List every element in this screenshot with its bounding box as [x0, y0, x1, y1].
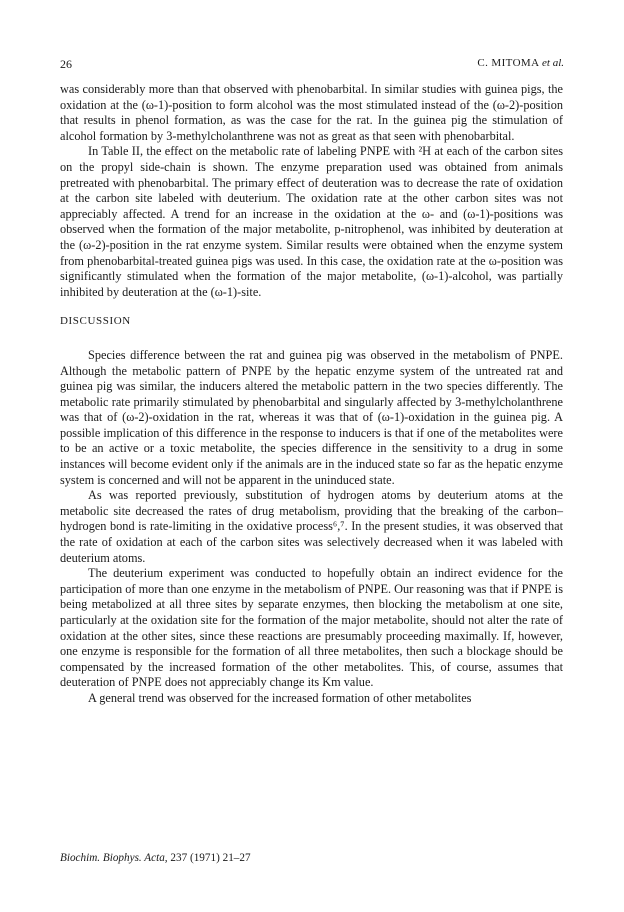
running-head — [477, 57, 564, 69]
paragraph-deuterium-experiment: The deuterium experiment was conducted to hopefully obtain an indirect evidence for the participation of more than one enzyme in the metabolism of PNPE. Our reasoning was that if PNPE is being metabolized at all three sites by separate enzymes, then blocking the metabolism at one site, particularly at the oxidation site for the formation of the major metabolite, should not alter the rate of oxidation at the other sites, since these reactions are presumably proceeding maximally. If, however, one enzyme is responsible for the formation of all three metabolites, then such a blockage should be compensated by the increased formation of the other metabolites. This, of course, assumes that deuteration of PNPE does not appreciably change its Km value. — [60, 566, 563, 690]
paragraph-continuation: was considerably more than that observed with phenobarbital. In similar studies with guinea pigs, the oxidation at the (ω-1)-position to form alcohol was the most stimulated instead of the (ω-2)-position that results in phenol formation, as was the case for the rat. In the guinea pig the stimulation of alcohol formation by 3-methylcholanthrene was not as great as that seen with phenobarbital. — [60, 82, 563, 143]
footer-citation: 237 (1971) 21–27 — [170, 852, 251, 864]
running-head-etal: et al. — [542, 57, 564, 69]
footer-journal: Biochim. Biophys. Acta, — [60, 852, 168, 864]
paragraph-table-ii: In Table II, the effect on the metabolic rate of labeling PNPE with ²H at each of the carbon sites on the propyl side-chain is shown. The enzyme preparation used was obtained from animals pretreated with phenobarbital. The primary effect of deuteration was to decrease the rate of oxidation at the carbon site labeled with deuterium. The oxidation rate at the other carbon sites was not appreciably affected. A trend for an increase in the oxidation at the ω- and (ω-1)-positions was observed when the formation of the major metabolite, p-nitrophenol, was inhibited by deuteration at the (ω-2)-position in the rat enzyme system. Similar results were obtained when the enzyme system from phenobarbital-treated guinea pigs was used. In this case, the oxidation rate at the ω-position was significantly stimulated when the formation of the major metabolite, (ω-1)-alcohol, was partially inhibited by deuteration at the (ω-1)-site. — [60, 144, 563, 299]
page-number: 26 — [60, 57, 72, 71]
page-footer — [60, 852, 251, 864]
paragraph-general-trend: A general trend was observed for the increased formation of other metabolites — [88, 690, 472, 705]
paragraph-species-difference: Species difference between the rat and guinea pig was observed in the metabolism of PNPE. Although the metabolic pattern of PNPE by the hepatic enzyme system of the untreated rat and guinea pig was similar, the inducers altered the metabolic pattern in the two species differently. The metabolic rate primarily stimulated by phenobarbital and singularly affected by 3-methylcholanthrene was that of (ω-2)-oxidation in the rat, whereas it was that of (ω-1)-oxidation in the guinea pig. A possible implication of this difference in the response to inducers is that if one of the metabolites were to be an active or a toxic metabolite, the species difference in the sensitivity to a drug in some instances will become evident only if the animals are in the induced state so far as the hepatic enzyme system is concerned and will not be apparent in the uninduced state. — [60, 347, 563, 487]
running-head-authors: C. MITOMA — [477, 57, 539, 69]
article-body — [60, 82, 563, 707]
paragraph-deuterium-substitution: As was reported previously, substitution of hydrogen atoms by deuterium atoms at the metabolic site decreased the rates of drug metabolism, providing that the breaking of the carbon–hydrogen bond is rate-limiting in the oxidative process⁶,⁷. In the present studies, it was observed that the rate of oxidation at each of the carbon sites was selectively decreased when it was labeled with deuterium atoms. — [60, 488, 563, 565]
section-heading-discussion: DISCUSSION — [60, 315, 131, 328]
page-header — [60, 57, 564, 73]
